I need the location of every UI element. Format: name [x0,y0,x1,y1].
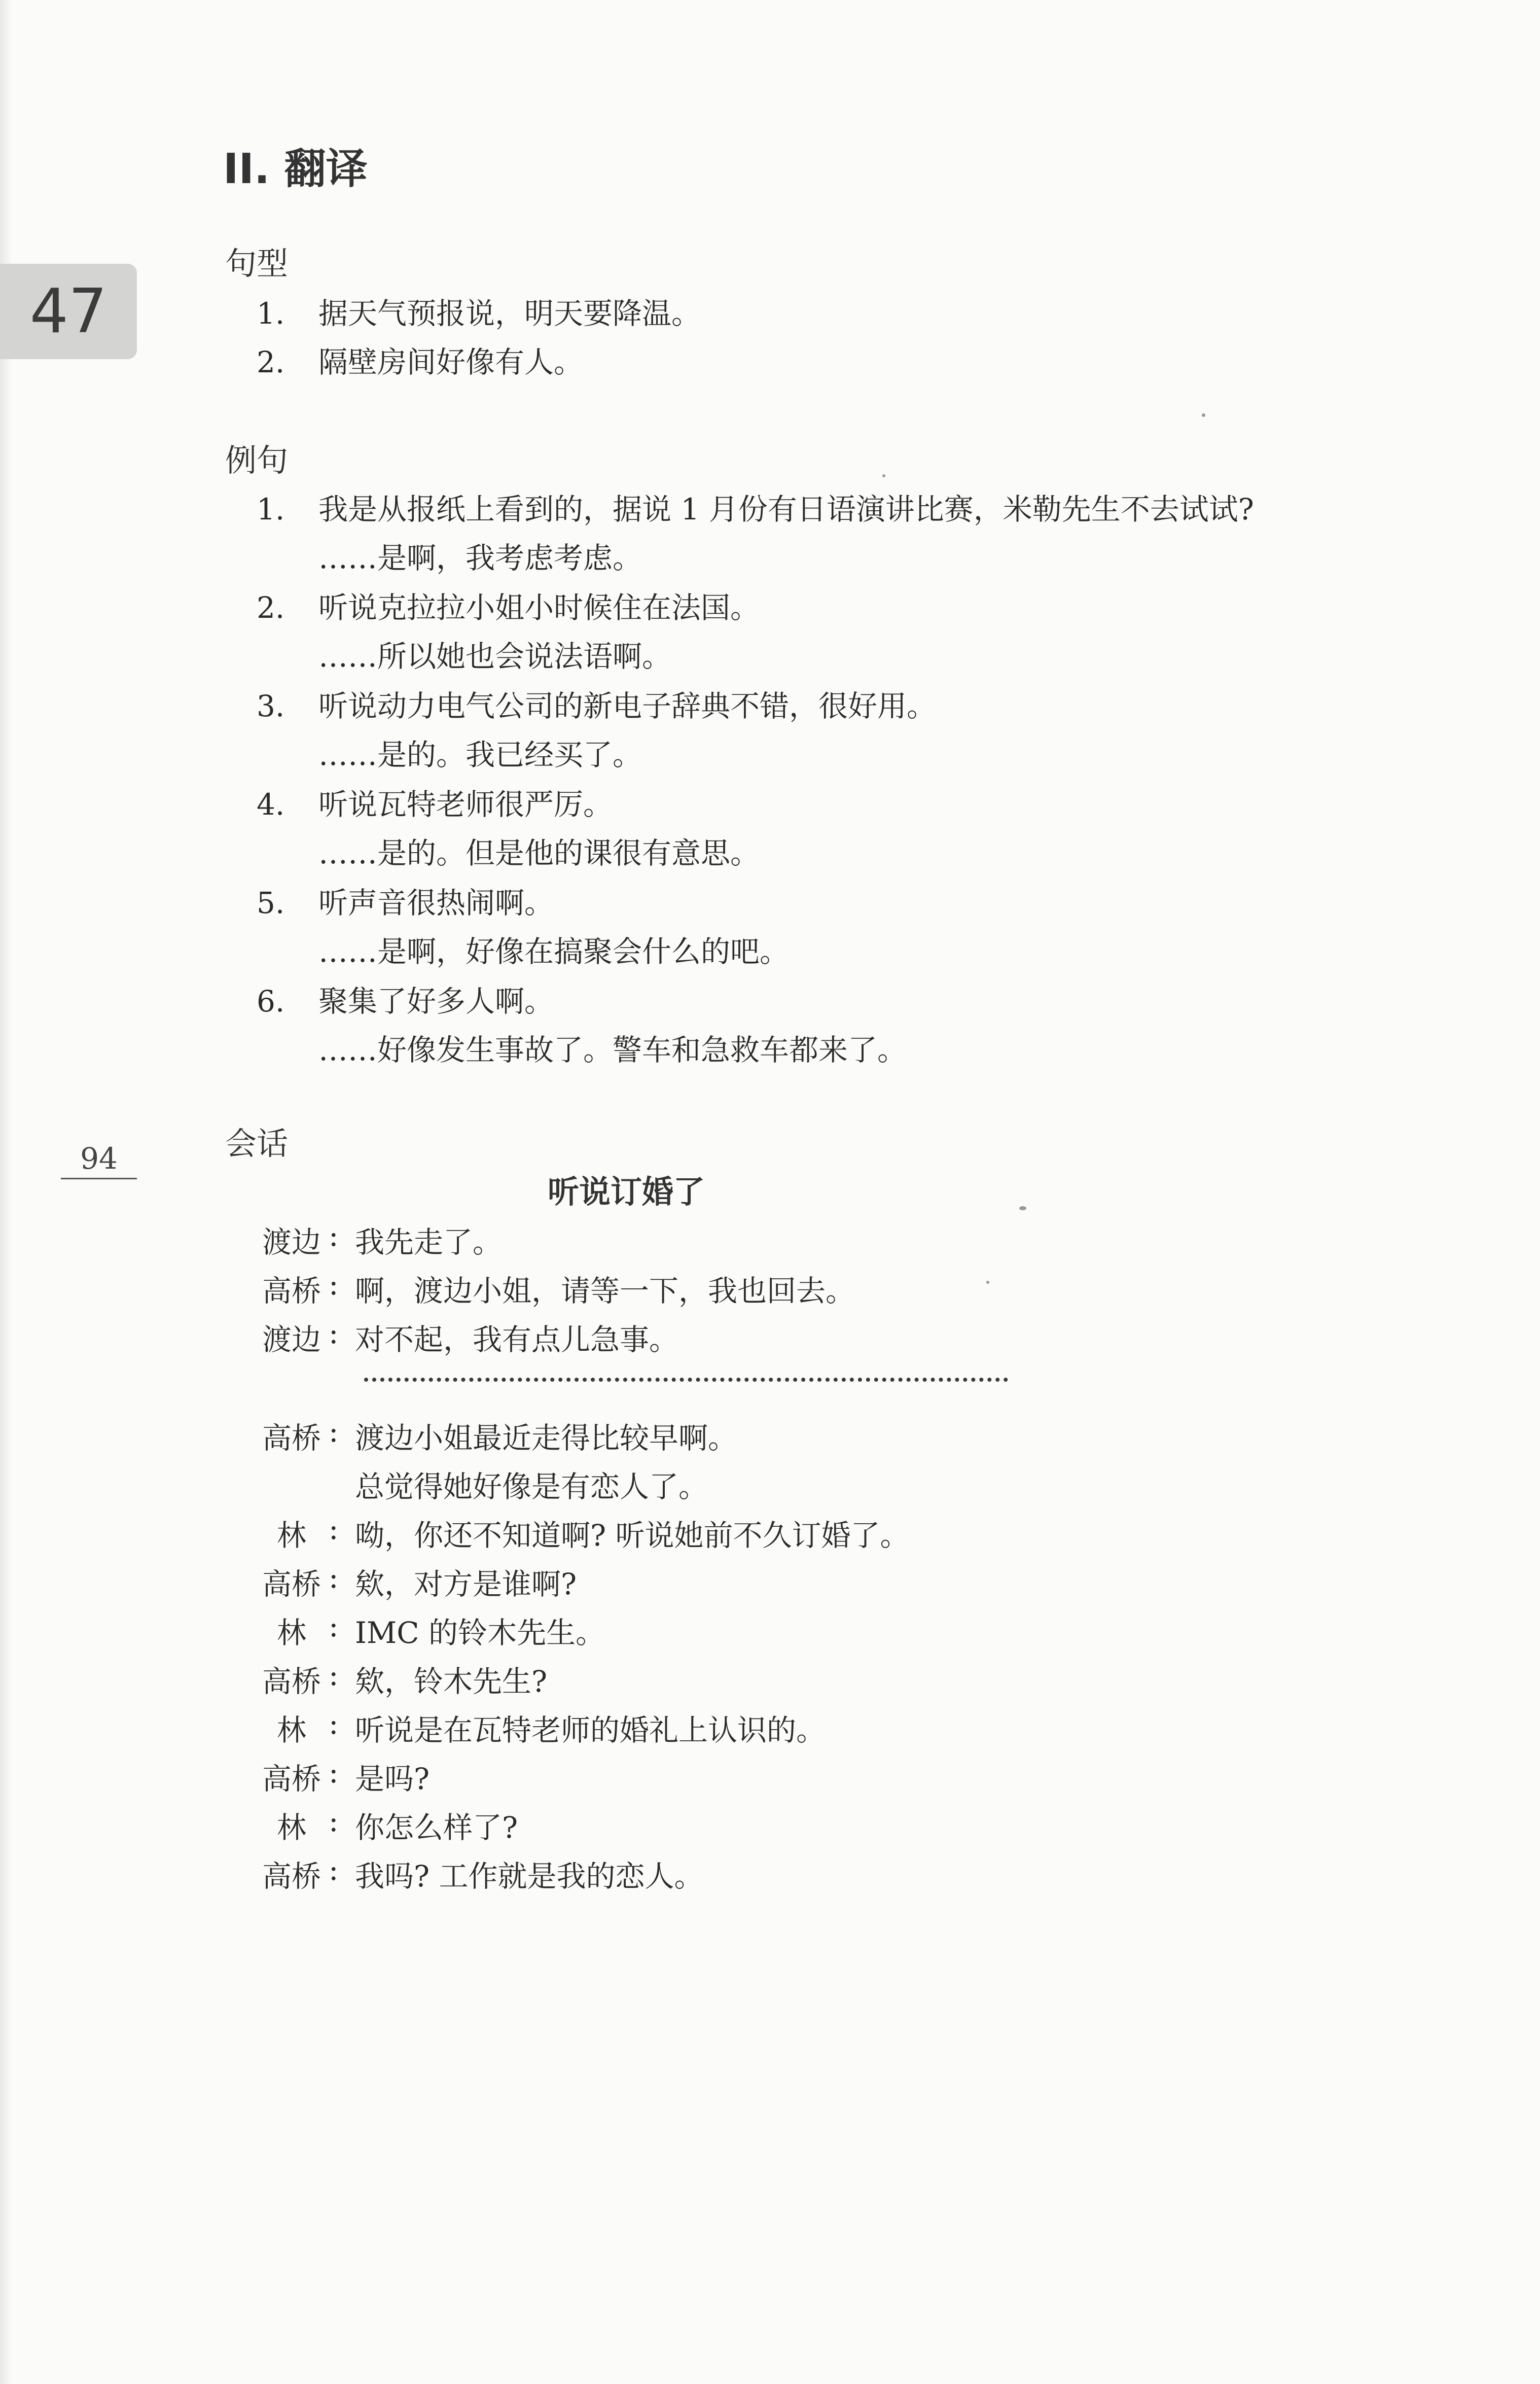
colon: : [329,1512,339,1546]
dialog-text: 啊，渡边小姐，请等一下，我也回去。 [355,1274,855,1308]
item-number: 3. [257,689,285,723]
speaker-name: 林 [276,1518,306,1553]
speaker-name: 高桥 [262,1762,321,1796]
dialog-text: 总觉得她好像是有恋人了。 [355,1469,708,1504]
colon: : [329,1316,339,1350]
speaker-name: 渡边 [262,1225,321,1259]
dialog-text: 是吗? [355,1762,430,1796]
scan-speck [986,1281,989,1284]
item-text: 听声音很热闹啊。 [318,886,554,920]
dialog-text: 你怎么样了? [355,1810,518,1845]
dialog-text: 对不起，我有点儿急事。 [355,1322,679,1357]
colon: : [329,1414,339,1449]
colon: : [329,1658,339,1692]
item-text: 隔壁房间好像有人。 [318,345,584,379]
item-text: 听说克拉拉小姐小时候住在法国。 [318,590,760,625]
section-title: II. 翻译 [223,145,368,193]
item-number: 2. [257,590,285,625]
item-number: 4. [257,787,285,822]
item-text: 聚集了好多人啊。 [318,984,554,1019]
item-number: 6. [257,984,285,1019]
dialog-text: 我吗? 工作就是我的恋人。 [355,1859,704,1894]
item-reply: ……是的。但是他的课很有意思。 [318,836,760,870]
item-number: 2. [257,345,285,379]
item-number: 1. [257,296,285,331]
item-text: 我是从报纸上看到的，据说 1 月份有日语演讲比赛，米勒先生不去试试? [318,492,1254,527]
dialog-text: IMC 的铃木先生。 [355,1616,605,1650]
colon: : [329,1755,339,1790]
item-reply: ……是啊，我考虑考虑。 [318,541,642,575]
example-sentences-heading: 例句 [225,442,289,479]
speaker-name: 林 [276,1810,306,1845]
dialog-text: 听说是在瓦特老师的婚礼上认识的。 [355,1713,826,1747]
speaker-name: 渡边 [262,1322,321,1357]
dialog-title: 听说订婚了 [548,1173,705,1210]
item-text: 听说动力电气公司的新电子辞典不错，很好用。 [318,689,937,723]
dialog-text: 欸，铃木先生? [355,1664,548,1699]
speaker-name: 高桥 [262,1859,321,1894]
colon: : [329,1560,339,1595]
colon: : [329,1609,339,1643]
scan-speck [1202,413,1205,417]
item-reply: ……是啊，好像在搞聚会什么的吧。 [318,934,790,969]
scan-speck [1019,1206,1026,1210]
scene-break-divider [364,1378,1008,1382]
speaker-name: 高桥 [262,1421,321,1455]
item-number: 1. [257,492,285,527]
item-text: 听说瓦特老师很严厉。 [318,787,613,822]
dialog-text: 我先走了。 [355,1225,503,1259]
item-number: 5. [257,886,285,920]
item-text: 据天气预报说，明天要降温。 [318,296,701,331]
sentence-patterns-heading: 句型 [225,245,289,282]
scan-speck [882,474,885,477]
colon: : [329,1804,339,1838]
conversation-heading: 会话 [225,1125,289,1162]
colon: : [329,1218,339,1253]
speaker-name: 高桥 [262,1274,321,1308]
lesson-number-tab: 47 [0,264,137,359]
speaker-name: 林 [276,1616,306,1650]
item-reply: ……好像发生事故了。警车和急救车都来了。 [318,1033,907,1067]
dialog-text: 欸，对方是谁啊? [355,1567,577,1601]
speaker-name: 林 [276,1713,306,1747]
item-reply: ……所以她也会说法语啊。 [318,639,672,674]
page-number: 94 [61,1141,137,1179]
dialog-text: 呦，你还不知道啊? 听说她前不久订婚了。 [355,1518,910,1553]
colon: : [329,1267,339,1302]
colon: : [329,1852,339,1887]
colon: : [329,1706,339,1741]
dialog-text: 渡边小姐最近走得比较早啊。 [355,1421,738,1455]
item-reply: ……是的。我已经买了。 [318,738,642,772]
speaker-name: 高桥 [262,1567,321,1601]
speaker-name: 高桥 [262,1664,321,1699]
